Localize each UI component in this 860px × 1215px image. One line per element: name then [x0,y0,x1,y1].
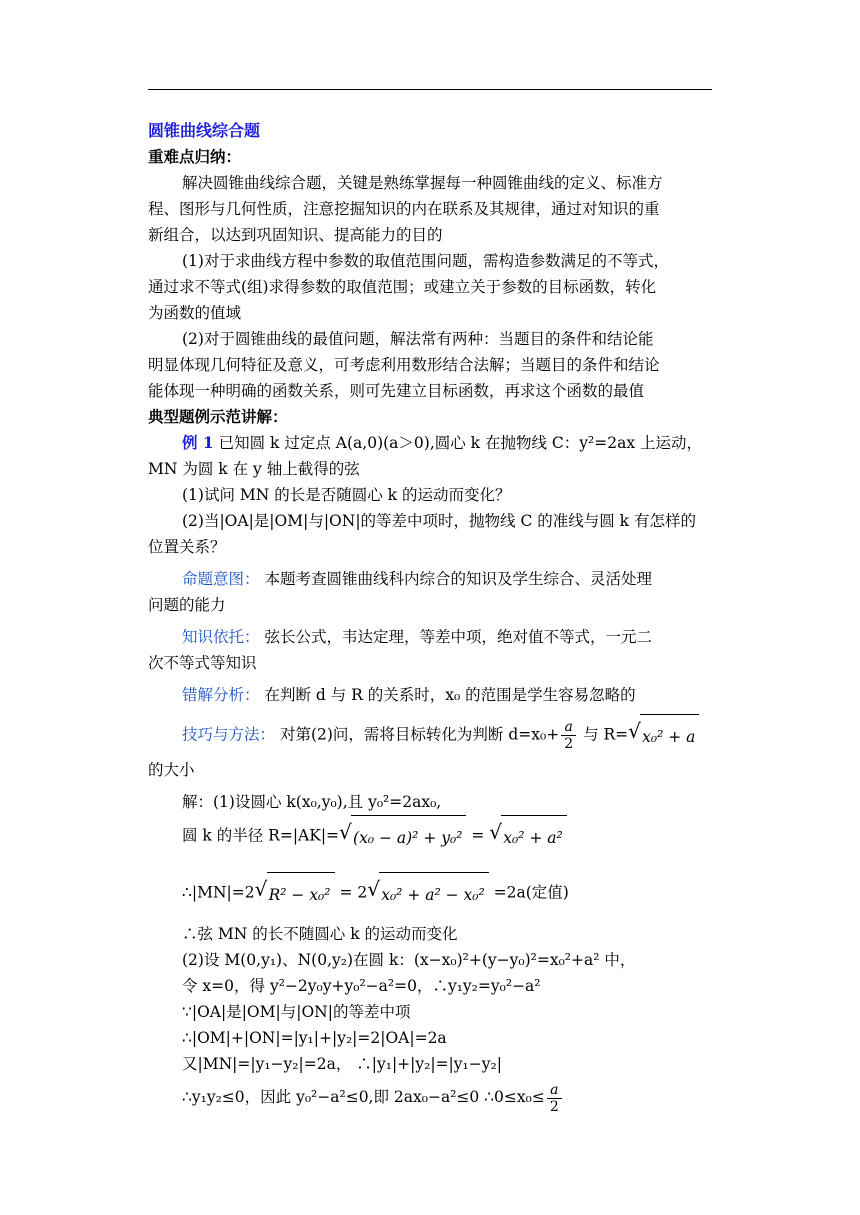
basis-label: 知识依托： [182,628,260,646]
document-body [148,118,712,1117]
example1-label: 例 1 [182,433,214,452]
method-line-tail: 的大小 [148,761,195,779]
solution-line7: ∵|OA|是|OM|与|ON|的等差中项 [182,1003,411,1021]
basis-line2: 次不等式等知识 [148,654,257,672]
intent-line2: 问题的能力 [148,596,226,614]
example1-question2-line2: 位置关系？ [148,538,226,556]
fraction-a-over-2: $\frac{a}{2}$ [561,719,576,752]
doc-title: 圆锥曲线综合题 [148,121,261,140]
method-line: 技巧与方法： 对第(2)问，需将目标转化为判断 d=x₀+ $\frac{a}{2}$ 与 R= √ x₀² + a [148,714,712,757]
para2-line3: 为函数的值域 [148,304,242,322]
para1-line2: 程、图形与几何性质，注意挖掘知识的内在联系及其规律，通过对知识的重 [148,200,660,218]
para3-line3: 能体现一种明确的函数关系，则可先建立目标函数，再求这个函数的最值 [148,382,645,400]
para2-line1: (1)对于求曲线方程中参数的取值范围问题，需构造参数满足的不等式， [182,252,669,270]
solution-line3: ∴|MN|=2 √ R² − x₀² = 2 √ x₀² + a² − x₀² =2a(定值) [148,872,712,915]
para1-line1: 解决圆锥曲线综合题，关键是熟练掌握每一种圆锥曲线的定义、标准方 [182,174,663,192]
heading-examples: 典型题例示范讲解： [148,407,288,426]
solution-line9: 又|MN|=|y₁−y₂|=2a， ∴|y₁|+|y₂|=|y₁−y₂| [182,1055,502,1073]
error-analysis-line: 错解分析： 在判断 d 与 R 的关系时，x₀ 的范围是学生容易忽略的 [182,686,636,704]
sqrt-chord-2: √ x₀² + a² − x₀² [367,872,488,915]
example1-line2: MN 为圆 k 在 y 轴上截得的弦 [148,460,360,478]
para1-line3: 新组合，以达到巩固知识、提高能力的目的 [148,226,443,244]
sqrt-radius-1: √ (x₀ − a)² + y₀² [339,815,466,858]
solution-line2: 圆 k 的半径 R=|AK|= √ (x₀ − a)² + y₀² = √ x₀² + a² [148,815,712,858]
solution-line5: (2)设 M(0,y₁)、N(0,y₂)在圆 k：(x−x₀)²+(y−y₀)²=x₀²+a² 中， [182,951,636,969]
intent-label: 命题意图： [182,570,260,588]
sqrt-chord-1: √ R² − x₀² [255,872,335,915]
sqrt-expression: √ x₀² + a [628,714,699,757]
sqrt-radius-2: √ x₀² + a² [489,815,566,858]
example1-question2-line1: (2)当|OA|是|OM|与|ON|的等差中项时，抛物线 C 的准线与圆 k 有怎样的 [182,512,696,530]
error-label: 错解分析： [182,686,260,704]
example1-line1: 例 1 已知圆 k 过定点 A(a,0)(a＞0),圆心 k 在抛物线 C：y²=2ax 上运动， [182,433,703,452]
example1-question1: (1)试问 MN 的长是否随圆心 k 的运动而变化？ [182,486,511,504]
basis-line1: 知识依托： 弦长公式，韦达定理，等差中项，绝对值不等式，一元二 [182,628,652,646]
solution-line10: ∴y₁y₂≤0，因此 y₀²−a²≤0,即 2ax₀−a²≤0 ∴0≤x₀≤ $\frac{a}{2}$ [148,1077,712,1117]
header-rule [148,89,712,90]
fraction-a-over-2-b: $\frac{a}{2}$ [547,1082,562,1115]
para3-line1: (2)对于圆锥曲线的最值问题，解法常有两种：当题目的条件和结论能 [182,330,654,348]
heading-key-points: 重难点归纳： [148,147,242,166]
solution-line8: ∴|OM|+|ON|=|y₁|+|y₂|=2|OA|=2a [182,1029,447,1047]
para2-line2: 通过求不等式(组)求得参数的取值范围；或建立关于参数的目标函数，转化 [148,278,657,296]
method-label: 技巧与方法： [182,725,276,744]
intent-line1: 命题意图： 本题考查圆锥曲线科内综合的知识及学生综合、灵活处理 [182,570,652,588]
solution-line4: ∴弦 MN 的长不随圆心 k 的运动而变化 [182,925,458,943]
para3-line2: 明显体现几何特征及意义，可考虑利用数形结合法解；当题目的条件和结论 [148,356,660,374]
solution-line6: 令 x=0，得 y²−2y₀y+y₀²−a²=0，∴y₁y₂=y₀²−a² [182,977,541,995]
solution-line1: 解：(1)设圆心 k(x₀,y₀),且 y₀²=2ax₀, [182,793,442,811]
